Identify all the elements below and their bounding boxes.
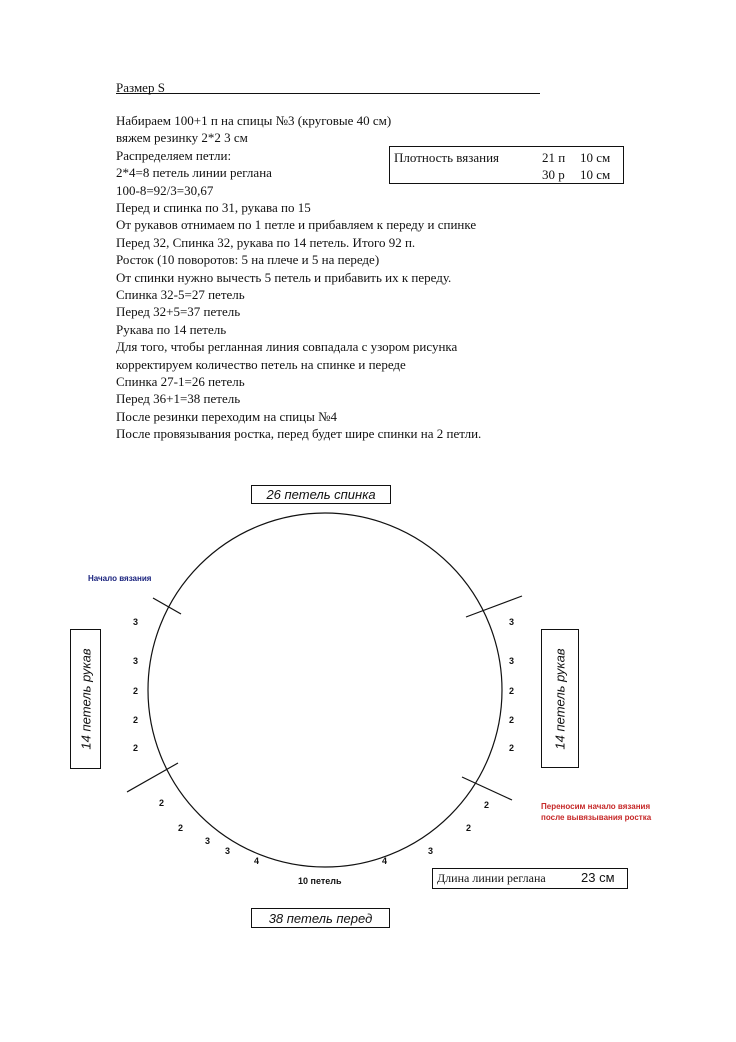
right-number: 2 [509, 743, 515, 753]
raglan-line-bottom-right [462, 777, 512, 800]
move-start-note-line2: после вывязывания ростка [541, 813, 652, 822]
instruction-line: Распределяем петли: [116, 147, 232, 163]
left-number: 3 [133, 617, 139, 627]
bottom-right-number: 4 [382, 856, 388, 866]
instruction-line: корректируем количество петель на спинке и переде [116, 356, 406, 372]
instruction-line: От рукавов отнимаем по 1 петле и прибавляем к переду и спинке [116, 217, 477, 233]
move-start-note [541, 801, 651, 823]
right-number: 2 [509, 715, 515, 725]
instruction-line: Перед 36+1=38 петель [116, 391, 241, 407]
left-sleeve-box [70, 629, 101, 769]
raglan-length-value: 23 см [581, 870, 615, 885]
instruction-line: Перед 32, Спинка 32, рукава по 14 петель. Итого 92 п. [116, 234, 416, 250]
bottom-right-number: 2 [484, 800, 490, 810]
density-rows-cm: 10 см [580, 167, 611, 182]
instruction-line: Спинка 27-1=26 петель [116, 374, 245, 389]
instruction-line: После резинки переходим на спицы №4 [116, 408, 337, 424]
front-label-box: 38 петель перед [251, 908, 390, 928]
start-knitting-note: Начало вязания [88, 574, 152, 583]
bottom-left-number: 3 [225, 846, 231, 856]
instruction-line: Для того, чтобы регланная линия совпадала с узором рисунка [116, 339, 458, 355]
instruction-line: Спинка 32-5=27 петель [116, 287, 245, 302]
raglan-length-box [432, 868, 628, 889]
instruction-line: От спинки нужно вычесть 5 петель и прибавить их к переду. [116, 269, 452, 285]
instruction-line: Рукава по 14 петель [116, 321, 227, 337]
bottom-right-number: 2 [466, 823, 472, 833]
instruction-line: Росток (10 поворотов: 5 на плече и 5 на переде) [116, 252, 380, 268]
instruction-line: 2*4=8 петель линии реглана [116, 165, 272, 181]
back-label-box: 26 петель спинка [251, 485, 391, 504]
density-label: Плотность вязания [394, 150, 500, 165]
size-heading: Размер S [116, 80, 165, 95]
bottom-left-number: 3 [205, 836, 211, 846]
right-sleeve-label: 14 петель рукав [552, 647, 568, 750]
instruction-line: 100-8=92/3=30,67 [116, 182, 214, 198]
instruction-line: Перед и спинка по 31, рукава по 15 [116, 200, 311, 215]
yoke-circle [148, 513, 502, 867]
left-number: 2 [133, 715, 139, 725]
instruction-line: После провязывания ростка, перед будет шире спинки на 2 петли. [116, 426, 482, 442]
move-start-note-line1: Переносим начало вязания [541, 802, 651, 811]
instruction-line: Набираем 100+1 п на спицы №3 (круговые 40 см) [116, 113, 392, 128]
right-number: 3 [509, 656, 515, 666]
left-sleeve-label: 14 петель рукав [78, 648, 93, 750]
left-number: 2 [133, 743, 139, 753]
raglan-line-bottom-left [127, 763, 178, 792]
raglan-line-top-left [153, 598, 181, 614]
right-number: 2 [509, 686, 515, 696]
instruction-line: Перед 32+5=37 петель [116, 304, 241, 320]
raglan-line-top-right [466, 596, 522, 617]
density-rows: 30 р [542, 167, 565, 182]
right-sleeve-box [541, 629, 579, 768]
bottom-left-number: 4 [254, 856, 260, 866]
density-stitches-cm: 10 см [580, 150, 611, 165]
density-stitches: 21 п [542, 150, 566, 165]
instruction-line: вяжем резинку 2*2 3 см [116, 130, 248, 146]
left-number: 2 [133, 686, 139, 696]
bottom-center-label: 10 петель [298, 876, 342, 886]
bottom-right-number: 3 [428, 846, 434, 856]
left-number: 3 [133, 656, 139, 666]
right-number: 3 [509, 617, 515, 627]
bottom-left-number: 2 [178, 823, 184, 833]
bottom-left-number: 2 [159, 798, 165, 808]
raglan-length-label: Длина линии реглана [437, 871, 546, 885]
